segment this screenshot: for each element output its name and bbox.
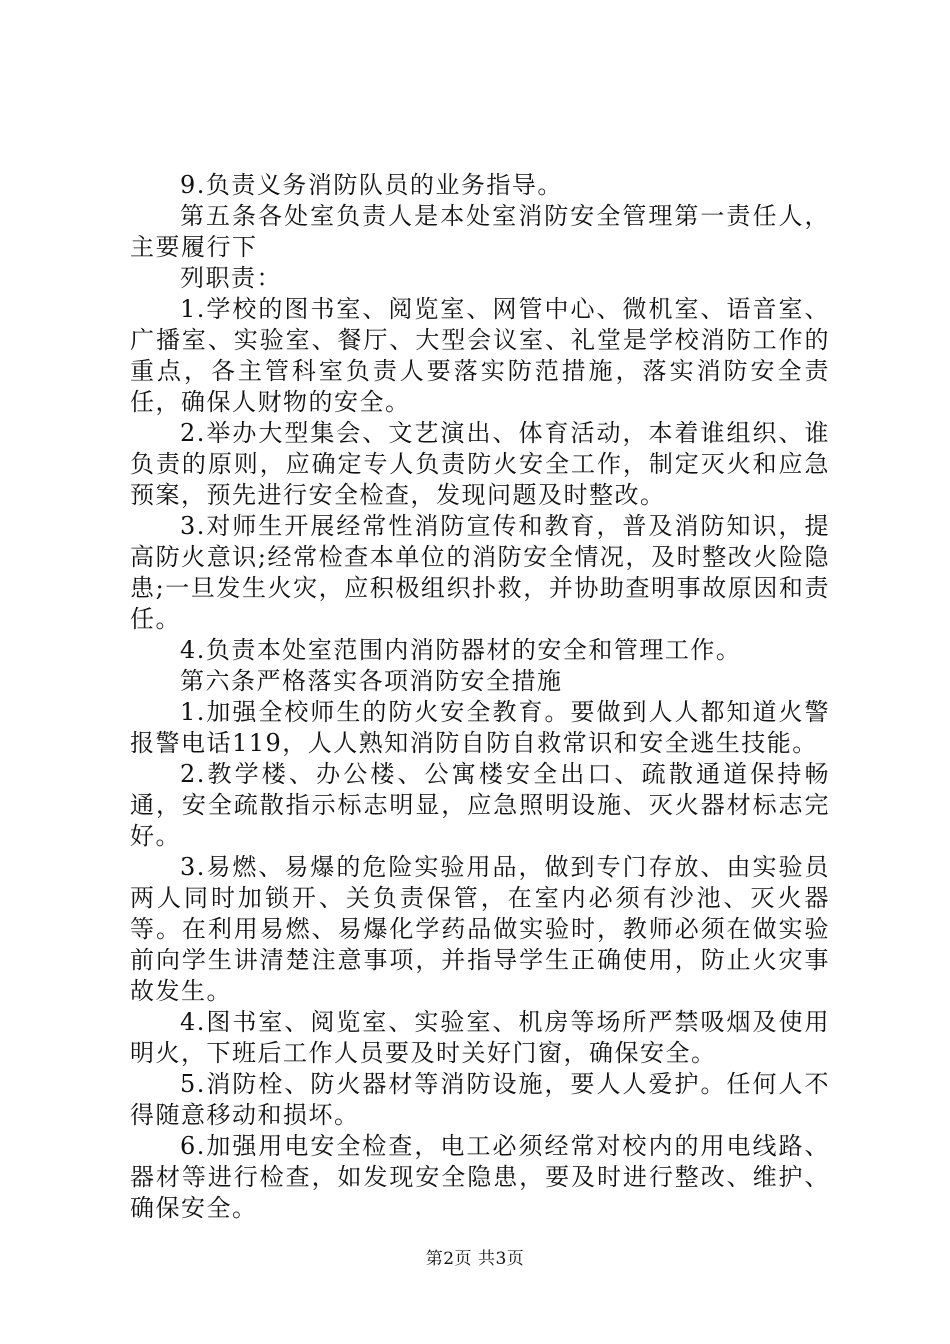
document-body [130,170,830,1224]
article-five-item-3: 3.对师生开展经常性消防宣传和教育，普及消防知识，提高防火意识;经常检查本单位的消防安全情况，及时整改火险隐患;一旦发生火灾，应积极组织扑救，并协助查明事故原因和责任。 [130,512,830,633]
article-six-item-5: 5.消防栓、防火器材等消防设施，要人人爱护。任何人不得随意移动和损坏。 [130,1070,830,1129]
article-six-item-1: 1.加强全校师生的防火安全教育。要做到人人都知道火警报警电话119，人人熟知消防自防自救常识和安全逃生技能。 [130,698,830,757]
paragraph-item-9: 9.负责义务消防队员的业务指导。 [180,171,563,199]
article-six-item-4: 4.图书室、阅览室、实验室、机房等场所严禁吸烟及使用明火，下班后工作人员要及时关好门窗，确保安全。 [130,1008,830,1067]
article-six-item-2: 2.教学楼、办公楼、公寓楼安全出口、疏散通道保持畅通，安全疏散指示标志明显，应急照明设施、灭火器材标志完好。 [130,760,830,850]
article-five-item-1: 1.学校的图书室、阅览室、网管中心、微机室、语音室、广播室、实验室、餐厅、大型会议室、礼堂是学校消防工作的重点，各主管科室负责人要落实防范措施，落实消防安全责任，确保人财物的安全。 [130,295,830,416]
article-five-item-2: 2.举办大型集会、文艺演出、体育活动，本着谁组织、谁负责的原则，应确定专人负责防火安全工作，制定灭火和应急预案，预先进行安全检查，发现问题及时整改。 [130,419,830,509]
article-six-item-3: 3.易燃、易爆的危险实验用品，做到专门存放、由实验员两人同时加锁开、关负责保管，在室内必须有沙池、灭火器等。在利用易燃、易爆化学药品做实验时，教师必须在做实验前向学生讲清楚注意事项，并指导学生正确使用，防止火灾事故发生。 [130,853,830,1005]
article-five-continuation: 列职责： [180,264,282,292]
article-six-heading: 第六条严格落实各项消防安全措施 [180,667,563,695]
article-five-heading: 第五条各处室负责人是本处室消防安全管理第一责任人，主要履行下 [130,202,830,261]
article-six-item-6: 6.加强用电安全检查，电工必须经常对校内的用电线路、器材等进行检查，如发现安全隐患，要及时进行整改、维护、确保安全。 [130,1132,830,1222]
article-five-item-4: 4.负责本处室范围内消防器材的安全和管理工作。 [180,636,742,664]
page-number-footer: 第2页 共3页 [425,1249,525,1269]
